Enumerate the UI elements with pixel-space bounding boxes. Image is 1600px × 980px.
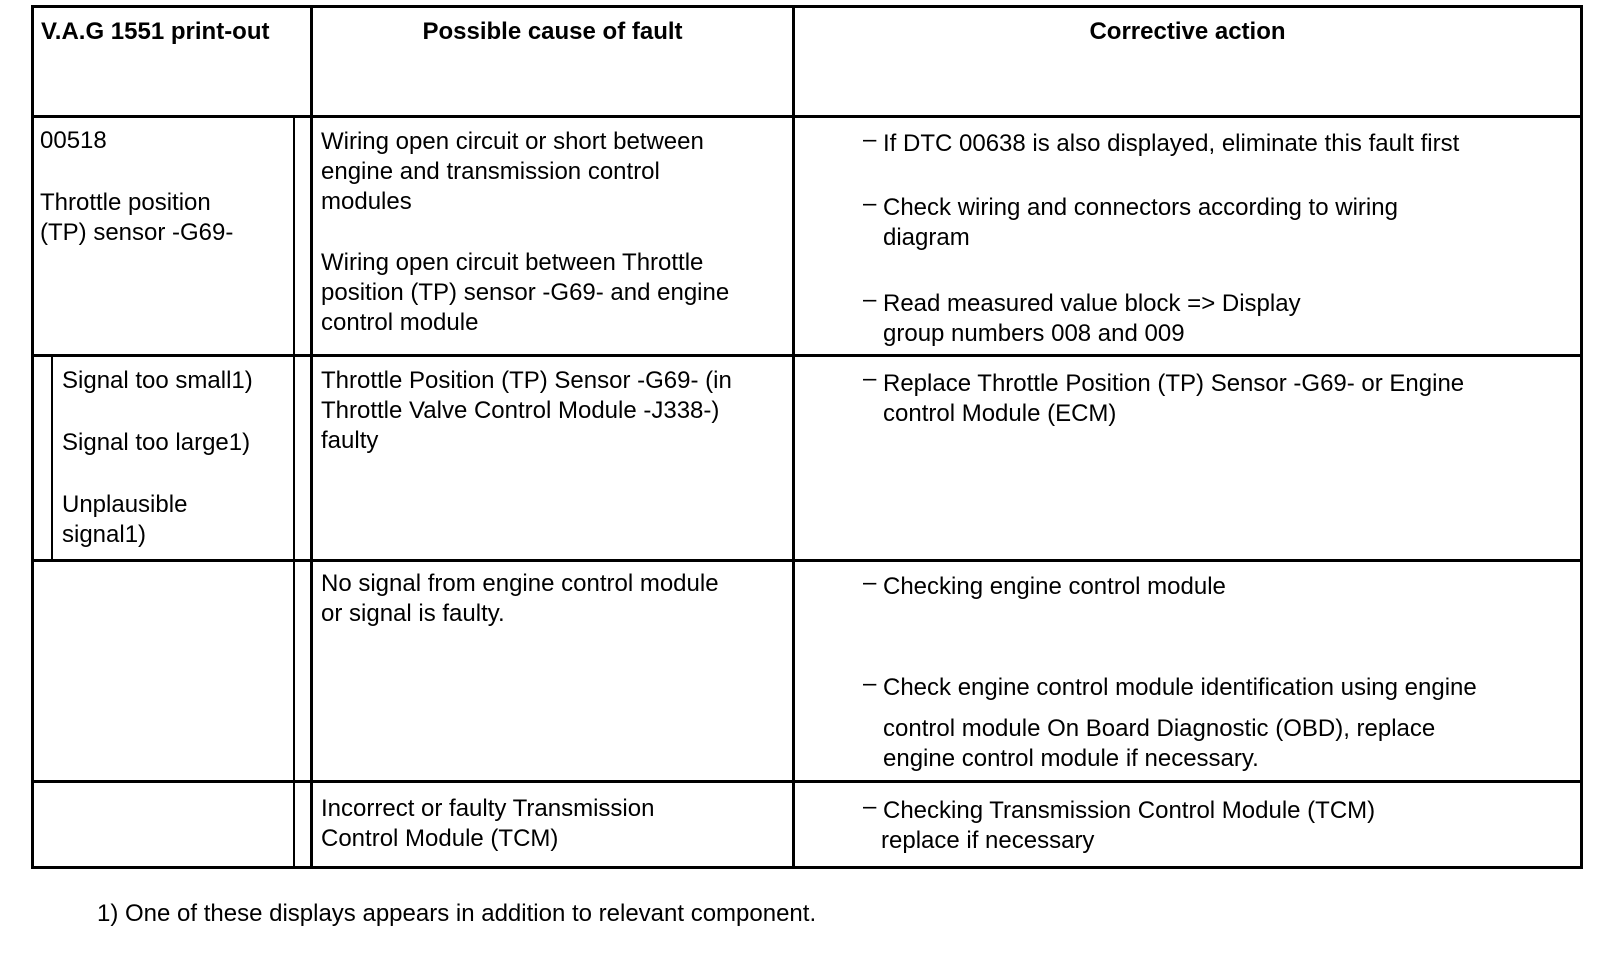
dtc-code: 00518 [40, 127, 107, 154]
cause-text: faulty [321, 427, 379, 454]
action-text: control module On Board Diagnostic (OBD), replace [883, 715, 1436, 742]
cause-text: engine and transmission control [321, 158, 660, 185]
action-text: If DTC 00638 is also displayed, eliminate this fault first [883, 130, 1460, 157]
action-text: Check wiring and connectors according to wiring [883, 194, 1398, 221]
action-text: Check engine control module identification using engine [883, 674, 1477, 701]
dtc-name-line1: Throttle position [40, 189, 211, 216]
row-divider-2 [31, 559, 1583, 562]
row-divider-1 [31, 354, 1583, 357]
bullet-dash: – [863, 670, 877, 697]
action-text: engine control module if necessary. [883, 745, 1259, 772]
header-printout: V.A.G 1551 print-out [41, 18, 270, 45]
bullet-dash: – [863, 190, 877, 217]
col-divider-1 [310, 5, 313, 869]
symptom-text: Signal too large1) [62, 429, 251, 456]
cause-text: Wiring open circuit or short between [321, 128, 704, 155]
action-text: group numbers 008 and 009 [883, 320, 1185, 347]
col-divider-2 [792, 5, 795, 869]
cause-text: modules [321, 188, 412, 215]
header-action: Corrective action [1089, 18, 1286, 45]
cause-text: control module [321, 309, 479, 336]
cause-text: Throttle Valve Control Module -J338-) [321, 397, 720, 424]
cause-text: Wiring open circuit between Throttle [321, 249, 704, 276]
bullet-dash: – [863, 126, 877, 153]
symptom-text: signal1) [62, 521, 147, 548]
row-divider-header [31, 115, 1583, 118]
cause-text: Control Module (TCM) [321, 825, 559, 852]
cause-text: No signal from engine control module [321, 570, 719, 597]
symptom-text: Unplausible [62, 491, 188, 518]
action-text: Checking engine control module [883, 573, 1226, 600]
indent-divider [51, 356, 53, 561]
cause-text: or signal is faulty. [321, 600, 505, 627]
cause-text: Incorrect or faulty Transmission [321, 795, 655, 822]
sub-divider [293, 118, 295, 869]
action-text: Replace Throttle Position (TP) Sensor -G69- or Engine [883, 370, 1465, 397]
symptom-text: Signal too small1) [62, 367, 253, 394]
action-text: replace if necessary [881, 827, 1095, 854]
bullet-dash: – [863, 569, 877, 596]
bullet-dash: – [863, 793, 877, 820]
header-cause: Possible cause of fault [422, 18, 683, 45]
dtc-name-line2: (TP) sensor -G69- [40, 219, 234, 246]
action-text: diagram [883, 224, 970, 251]
action-text: Checking Transmission Control Module (TCM) [883, 797, 1376, 824]
action-text: control Module (ECM) [883, 400, 1117, 427]
action-text: Read measured value block => Display [883, 290, 1301, 317]
bullet-dash: – [863, 286, 877, 313]
footnote: 1) One of these displays appears in addition to relevant component. [97, 900, 817, 927]
cause-text: Throttle Position (TP) Sensor -G69- (in [321, 367, 732, 394]
cause-text: position (TP) sensor -G69- and engine [321, 279, 730, 306]
row-divider-3 [31, 780, 1583, 783]
bullet-dash: – [863, 365, 877, 392]
